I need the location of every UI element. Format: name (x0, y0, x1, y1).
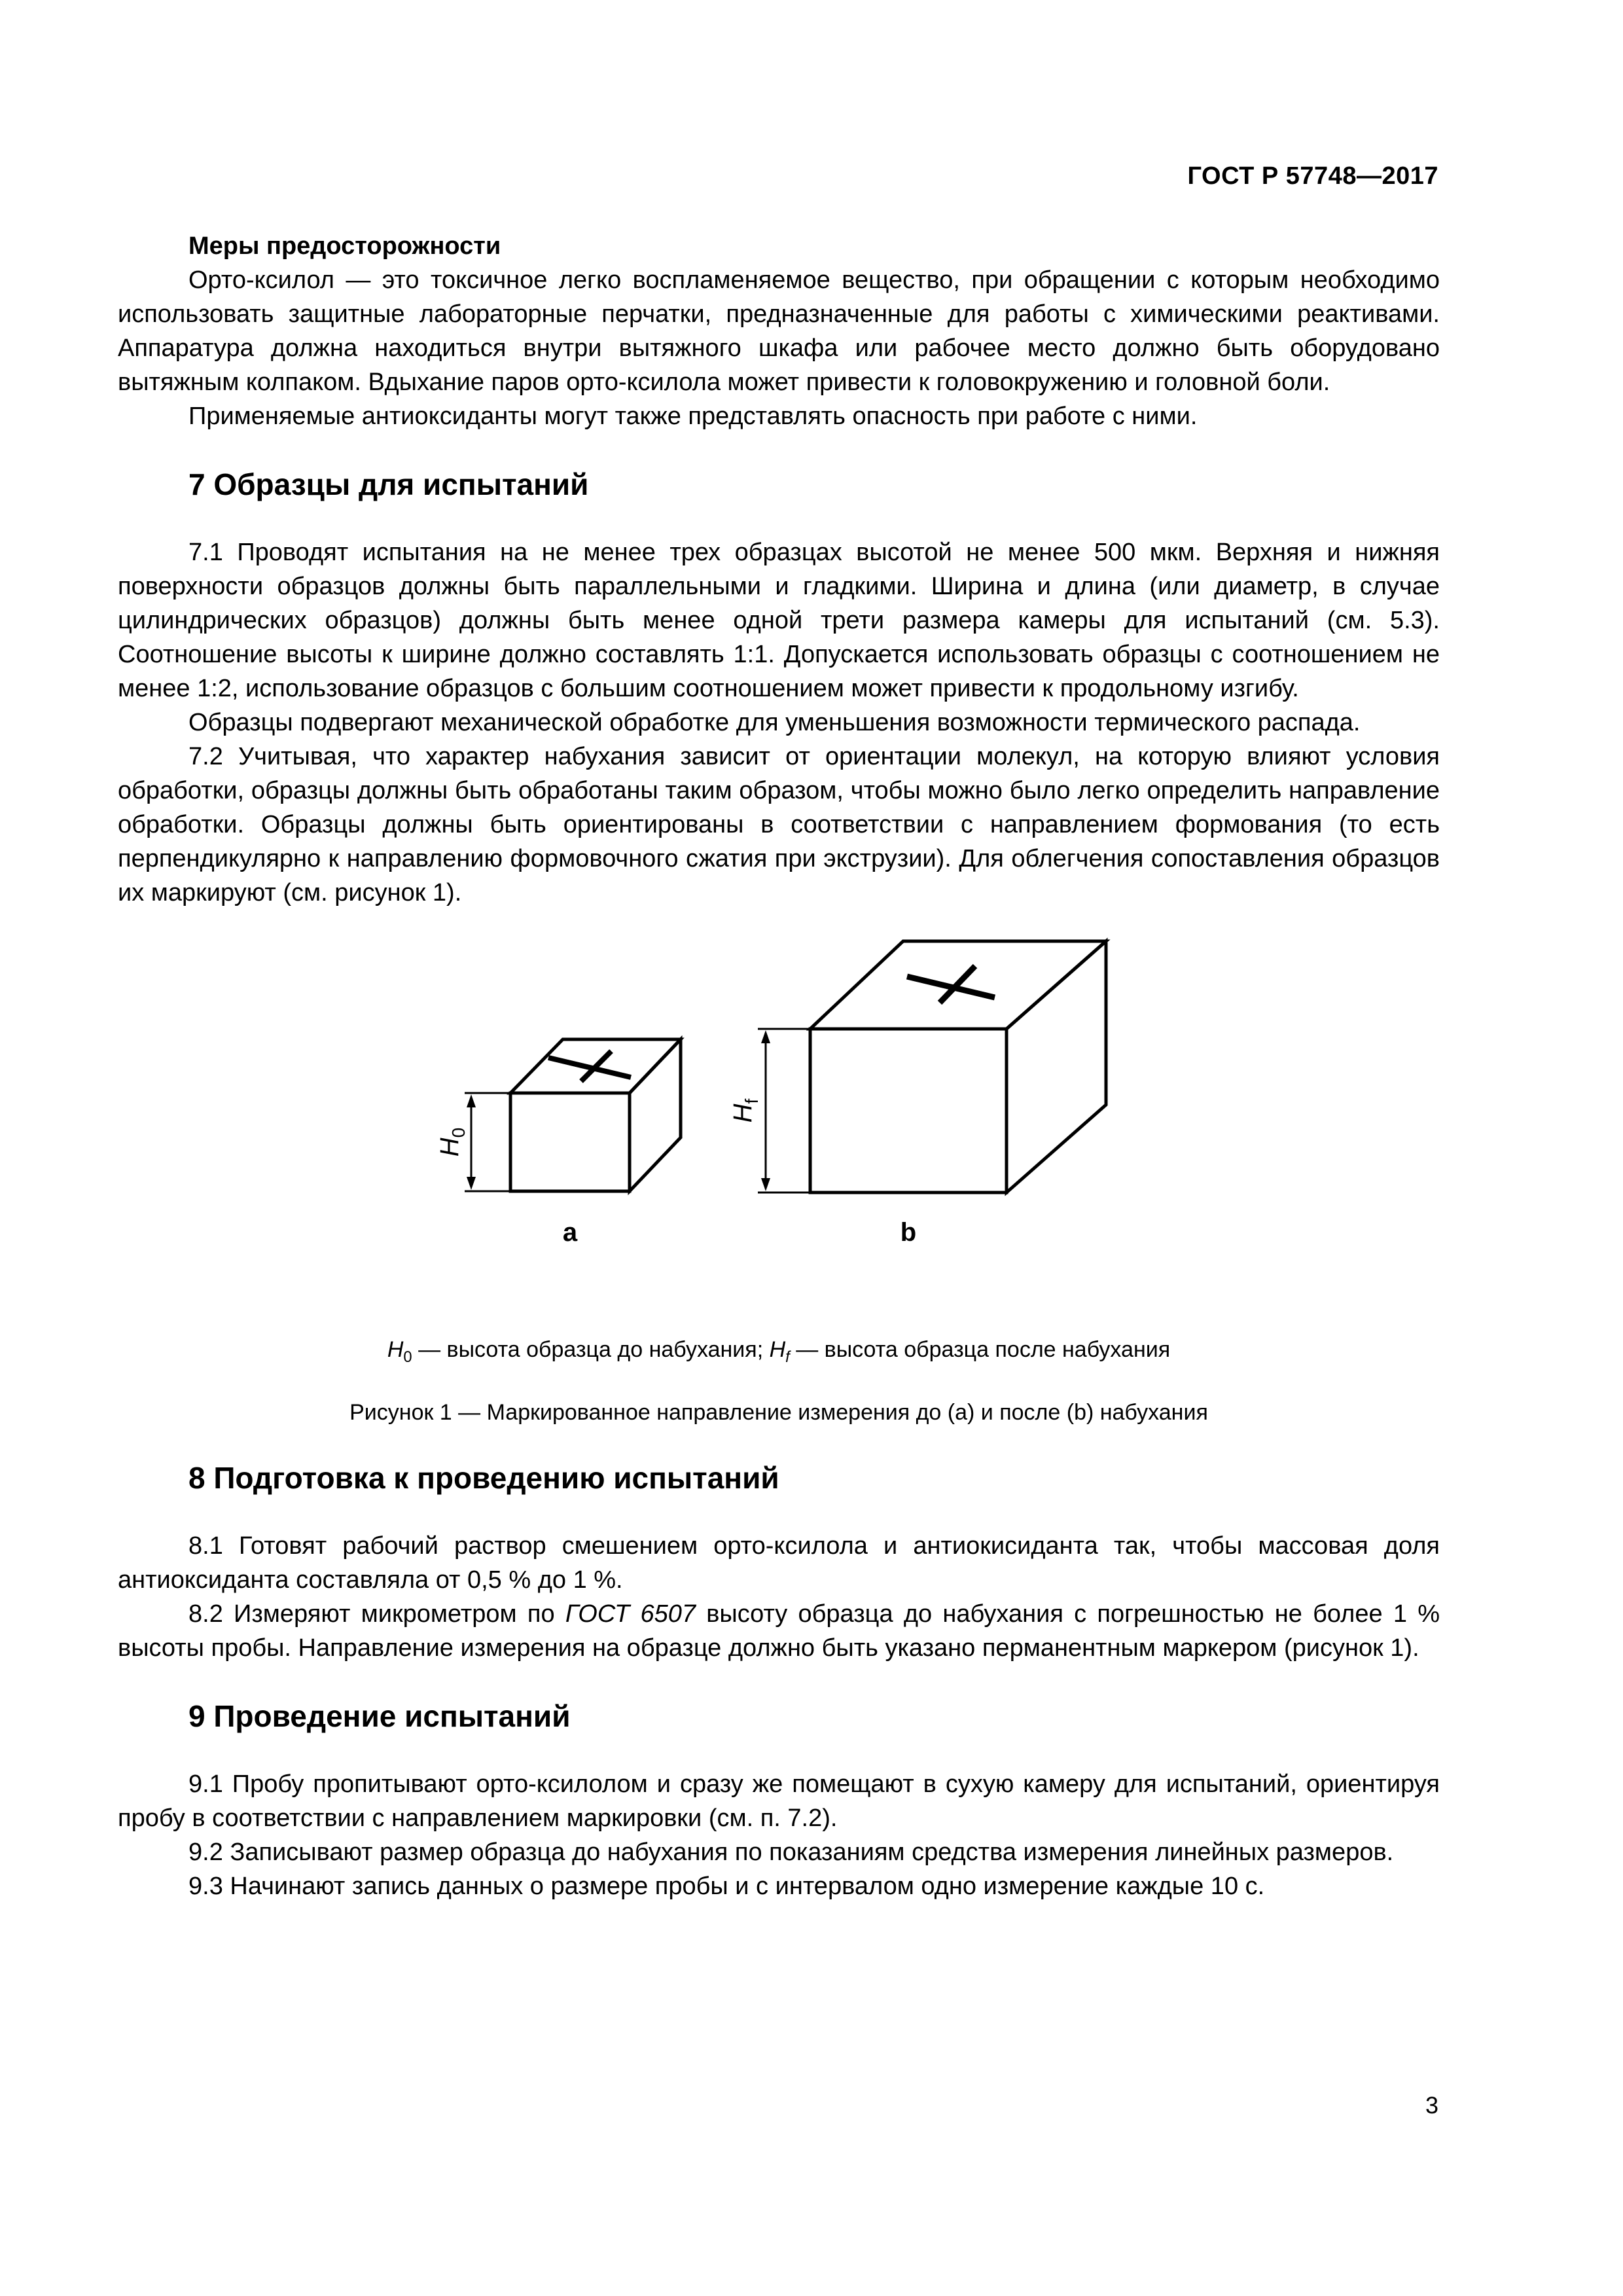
hf-label (728, 1098, 762, 1122)
paragraph-8-1: 8.1 Готовят рабочий раствор смешением орто-ксилола и антиокисиданта так, чтобы массовая доля антиоксиданта составляла от 0,5 % до 1 %. (118, 1532, 1440, 1594)
paragraph-8-2 (118, 1597, 1440, 1665)
figure-label-a: a (562, 1218, 578, 1247)
figure-1-drawing (118, 929, 1440, 1335)
h0-symbol: H (435, 1138, 464, 1157)
dim-b-arrow-top (761, 1030, 770, 1043)
paragraph-7-2: 7.2 Учитывая, что характер набухания зависит от ориентации молекул, на которую влияют условия обработки, образцы должны быть обработаны таким образом, чтобы можно было легко определить направление обработки. Образцы должны быть ориентированы в соответствии с направлением формования (то есть перпендикулярно к направлению формовочного сжатия при экструзии). Для облегчения сопоставления образцов их маркируют (см. рисунок 1). (118, 743, 1440, 906)
figure-label-b: b (900, 1218, 917, 1247)
paragraph-8-2-start: 8.2 Измеряют микрометром по (188, 1600, 565, 1628)
paragraph-9-2: 9.2 Записывают размер образца до набухания по показаниям средства измерения линейных размеров. (188, 1838, 1394, 1866)
cube-a-front (510, 1093, 630, 1191)
precautions-paragraph-2: Применяемые антиоксиданты могут также представлять опасность при работе с ними. (188, 403, 1198, 430)
gost-reference: ГОСТ 6507 (565, 1600, 696, 1628)
figure-legend (118, 1335, 1440, 1372)
legend-hf-var: H (769, 1337, 786, 1362)
legend-hf-text: — высота образца после набухания (789, 1337, 1171, 1362)
h0-label (435, 1128, 469, 1157)
dim-b-arrow-bottom (761, 1178, 770, 1191)
paragraph-9-3: 9.3 Начинают запись данных о размере пробы и с интервалом одно измерение каждые 10 с. (188, 1872, 1265, 1900)
legend-h0-var: H (387, 1337, 404, 1362)
legend-h0-sub: 0 (403, 1348, 412, 1366)
hf-symbol: H (728, 1103, 757, 1123)
page-number: 3 (1425, 2092, 1438, 2119)
paragraph-8-2-end: высоту образца до набухания с погрешностью не более 1 % высоты пробы. Направление измерения на образце должно быть указано перманентным маркером (рисунок 1). (118, 1600, 1440, 1662)
legend-hf-sub: f (785, 1348, 790, 1366)
section-7-title: 7 Образцы для испытаний (188, 467, 589, 501)
paragraph-7-1-continued: Образцы подвергают механической обработке для уменьшения возможности термического распада. (188, 709, 1361, 736)
precautions-paragraph-1: Орто-ксилол — это токсичное легко воспламеняемое вещество, при обращении с которым необходимо использовать защитные лабораторные перчатки, предназначенные для работы с химическими реактивами. Аппаратура должна находиться внутри вытяжного шкафа или рабочее место должно быть оборудовано вытяжным колпаком. Вдыхание паров орто-ксилола может привести к головокружению и головной боли. (118, 266, 1440, 396)
paragraph-9-1: 9.1 Пробу пропитывают орто-ксилолом и сразу же помещают в сухую камеру для испытаний, ориентируя пробу в соответствии с направлением маркировки (см. п. 7.2). (118, 1770, 1440, 1832)
h0-subscript: 0 (448, 1127, 469, 1138)
dim-a-arrow-bottom (467, 1177, 476, 1190)
hf-subscript: f (741, 1098, 762, 1104)
document-code: ГОСТ Р 57748—2017 (1187, 162, 1438, 190)
precautions-title: Меры предосторожности (188, 232, 501, 260)
section-8-title: 8 Подготовка к проведению испытаний (188, 1460, 779, 1495)
figure-1 (118, 929, 1440, 1335)
cube-a-side (630, 1039, 681, 1191)
page-content (118, 229, 1440, 1903)
cube-b-side (1007, 941, 1106, 1193)
paragraph-7-1: 7.1 Проводят испытания на не менее трех образцах высотой не менее 500 мкм. Верхняя и нижняя поверхности образцов должны быть параллельными и гладкими. Ширина и длина (или диаметр, в случае цилиндрических образцов) должны быть менее одной трети размера камеры для испытаний (см. 5.3). Соотношение высоты к ширине должно составлять 1:1. Допускается использовать образцы с соотношением не менее 1:2, использование образцов с большим соотношением может привести к продольному изгибу. (118, 539, 1440, 702)
dim-a-arrow-top (467, 1094, 476, 1107)
figure-caption: Рисунок 1 — Маркированное направление измерения до (а) и после (b) набухания (349, 1399, 1208, 1425)
cube-b-front (810, 1029, 1007, 1193)
section-9-title: 9 Проведение испытаний (188, 1698, 571, 1733)
legend-h0-text: — высота образца до набухания; (412, 1337, 770, 1362)
